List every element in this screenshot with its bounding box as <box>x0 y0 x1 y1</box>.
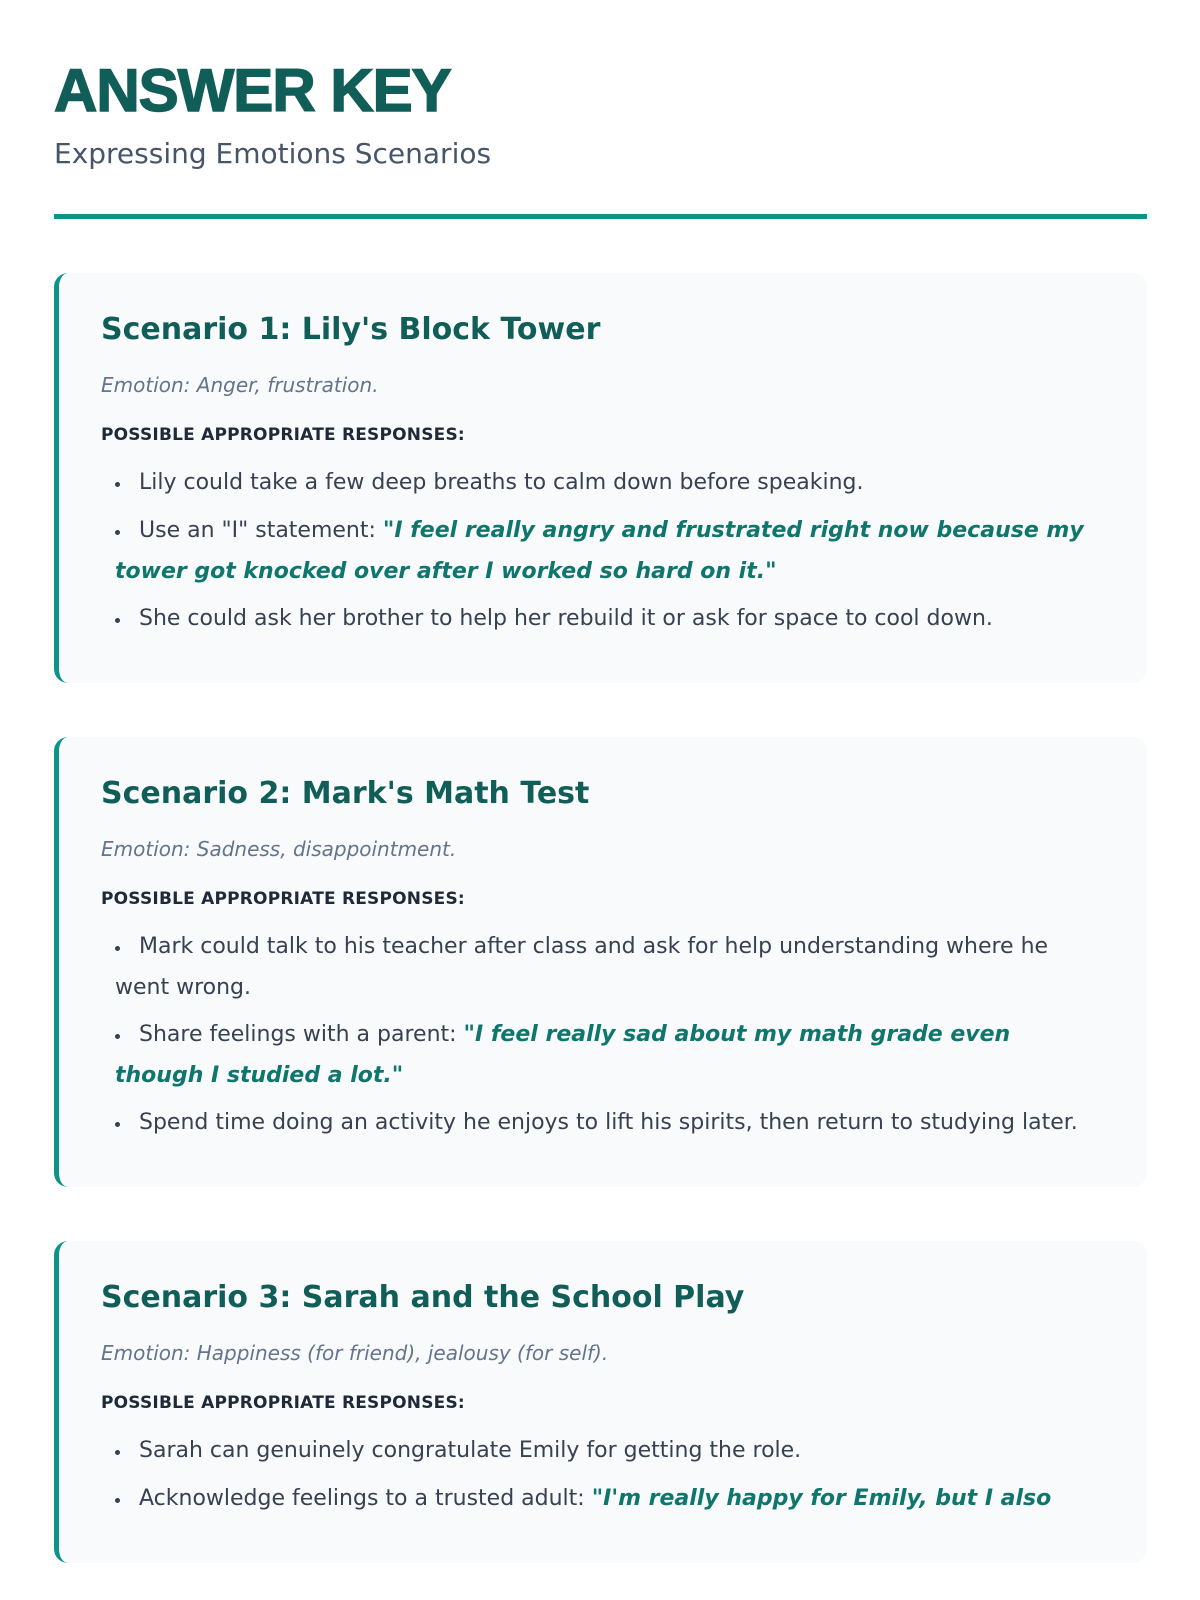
scenario-card <box>54 273 1147 683</box>
list-item <box>115 1479 1097 1520</box>
response-text: Lily could take a few deep breaths to calm down before speaking. <box>139 470 864 495</box>
responses-list <box>115 927 1097 1144</box>
list-item <box>115 463 1097 504</box>
responses-list <box>115 1431 1097 1520</box>
response-quote: "I'm really happy for Emily, but I also <box>591 1486 1052 1511</box>
list-item <box>115 927 1097 1008</box>
response-text: Spend time doing an activity he enjoys to lift his spirits, then return to studying later. <box>139 1110 1078 1135</box>
response-text: Use an "I" statement: <box>139 518 383 543</box>
response-text: Sarah can genuinely congratulate Emily for getting the role. <box>139 1438 802 1463</box>
response-text: Acknowledge feelings to a trusted adult: <box>139 1486 592 1511</box>
list-item <box>115 511 1097 592</box>
responses-label: POSSIBLE APPROPRIATE RESPONSES: <box>101 889 465 909</box>
list-item <box>115 1103 1097 1144</box>
page-subtitle: Expressing Emotions Scenarios <box>54 137 492 170</box>
scenario-title: Scenario 1: Lily's Block Tower <box>101 312 601 347</box>
responses-label: POSSIBLE APPROPRIATE RESPONSES: <box>101 1393 465 1413</box>
responses-label: POSSIBLE APPROPRIATE RESPONSES: <box>101 425 465 445</box>
response-quote: "I feel really sad about my math grade even though I studied a lot." <box>115 1022 1011 1088</box>
scenario-title: Scenario 3: Sarah and the School Play <box>101 1280 745 1315</box>
list-item <box>115 1431 1097 1472</box>
scenario-emotion: Emotion: Sadness, disappointment. <box>101 837 457 861</box>
response-text: She could ask her brother to help her rebuild it or ask for space to cool down. <box>139 606 993 631</box>
scenario-card <box>54 1241 1147 1563</box>
response-quote: "I feel really angry and frustrated right now because my tower got knocked over after I worked so hard on it." <box>115 518 1084 584</box>
page-title: ANSWER KEY <box>54 57 451 124</box>
list-item <box>115 1015 1097 1096</box>
divider <box>54 214 1147 219</box>
response-text: Mark could talk to his teacher after class and ask for help understanding where he went wrong. <box>115 934 1049 1000</box>
scenario-list <box>54 273 1147 1563</box>
responses-list <box>115 463 1097 640</box>
response-text: Share feelings with a parent: <box>139 1022 464 1047</box>
scenario-title: Scenario 2: Mark's Math Test <box>101 776 590 811</box>
scenario-emotion: Emotion: Happiness (for friend), jealousy (for self). <box>101 1341 609 1365</box>
scenario-emotion: Emotion: Anger, frustration. <box>101 373 379 397</box>
scenario-card <box>54 737 1147 1187</box>
list-item <box>115 599 1097 640</box>
